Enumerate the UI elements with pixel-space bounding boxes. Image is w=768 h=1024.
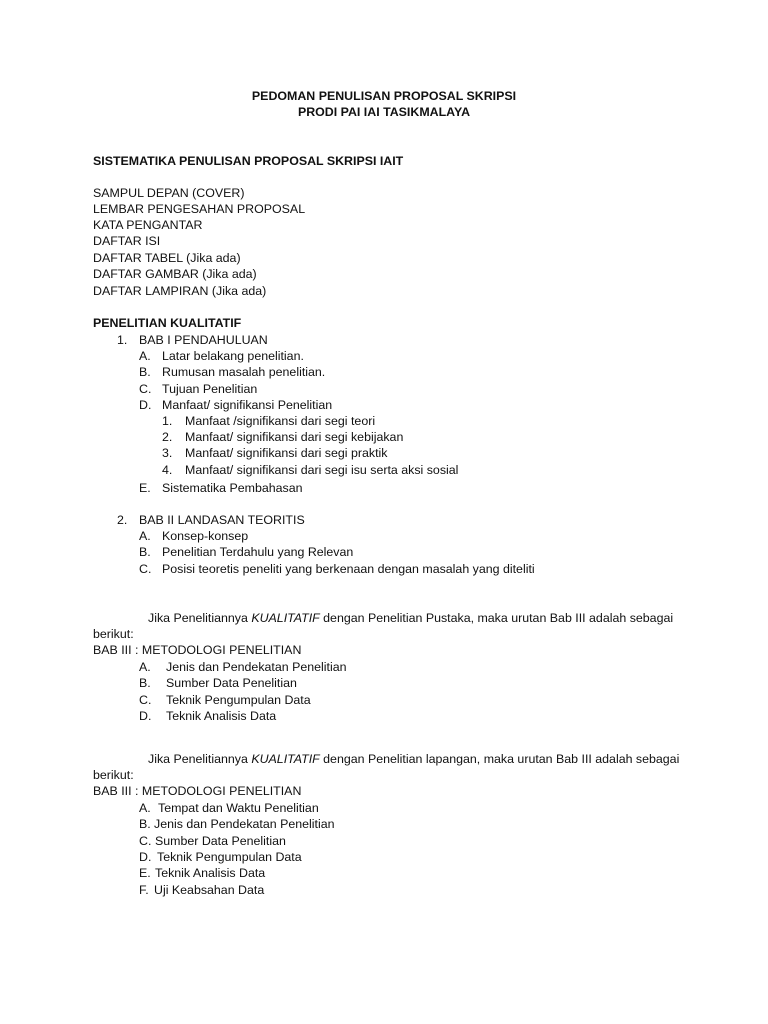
- bab2-item-letter: C.: [139, 562, 152, 576]
- pustaka-item-text: Teknik Analisis Data: [166, 709, 277, 723]
- bab1-subitem-number: 4.: [162, 463, 173, 477]
- front-matter-item: SAMPUL DEPAN (COVER): [93, 186, 245, 200]
- front-matter-item: LEMBAR PENGESAHAN PROPOSAL: [93, 202, 306, 216]
- front-matter-item: DAFTAR GAMBAR (Jika ada): [93, 267, 257, 281]
- pustaka-intro-post: dengan Penelitian Pustaka, maka urutan Bab III adalah sebagai berikut:: [93, 611, 674, 641]
- pustaka-intro-pre: Jika Penelitiannya: [148, 611, 252, 625]
- bab1-item-letter: E.: [139, 481, 151, 495]
- section-heading: SISTEMATIKA PENULISAN PROPOSAL SKRIPSI IAIT: [93, 154, 404, 168]
- lapangan-item-text: Teknik Pengumpulan Data: [157, 850, 302, 864]
- lapangan-item-text: Tempat dan Waktu Penelitian: [158, 801, 319, 815]
- qualitative-heading: PENELITIAN KUALITATIF: [93, 316, 242, 330]
- bab1-label: BAB I PENDAHULUAN: [139, 333, 268, 347]
- bab1-subitem-text: Manfaat /signifikansi dari segi teori: [185, 414, 376, 428]
- document-title-line1: PEDOMAN PENULISAN PROPOSAL SKRIPSI: [251, 89, 517, 103]
- bab2-item-text: Penelitian Terdahulu yang Relevan: [162, 545, 354, 559]
- bab1-item-text: Tujuan Penelitian: [162, 382, 258, 396]
- pustaka-item-letter: A.: [139, 660, 151, 674]
- lapangan-intro-pre: Jika Penelitiannya: [148, 752, 252, 766]
- bab1-item-letter: B.: [139, 365, 151, 379]
- bab2-item-letter: B.: [139, 545, 151, 559]
- lapangan-item-letter: F.: [139, 883, 149, 897]
- lapangan-item-text: Uji Keabsahan Data: [154, 883, 265, 897]
- bab1-subitem-number: 2.: [162, 430, 173, 444]
- bab1-item-letter: D.: [139, 398, 152, 412]
- bab2-label: BAB II LANDASAN TEORITIS: [139, 513, 305, 527]
- lapangan-intro-emphasis: KUALITATIF: [251, 752, 320, 766]
- bab1-subitem-text: Manfaat/ signifikansi dari segi praktik: [185, 446, 388, 460]
- lapangan-item-letter: B.: [139, 817, 151, 831]
- lapangan-bab3-heading: BAB III : METODOLOGI PENELITIAN: [93, 784, 302, 798]
- bab1-item-text: Latar belakang penelitian.: [162, 349, 304, 363]
- bab1-subitem-text: Manfaat/ signifikansi dari segi isu serta aksi sosial: [185, 463, 459, 477]
- bab1-subitem-number: 3.: [162, 446, 173, 460]
- lapangan-item-letter: C.: [139, 834, 152, 848]
- pustaka-item-text: Teknik Pengumpulan Data: [166, 693, 311, 707]
- bab2-item-letter: A.: [139, 529, 151, 543]
- bab1-item-letter: A.: [139, 349, 151, 363]
- bab1-item-text: Manfaat/ signifikansi Penelitian: [162, 398, 333, 412]
- pustaka-item-text: Sumber Data Penelitian: [166, 676, 297, 690]
- bab1-item-letter: C.: [139, 382, 152, 396]
- bab2-number: 2.: [117, 513, 128, 527]
- bab1-item-text: Rumusan masalah penelitian.: [162, 365, 326, 379]
- pustaka-item-letter: C.: [139, 693, 152, 707]
- front-matter-item: DAFTAR TABEL (Jika ada): [93, 251, 241, 265]
- front-matter-item: DAFTAR LAMPIRAN (Jika ada): [93, 284, 267, 298]
- lapangan-item-letter: A.: [139, 801, 151, 815]
- bab2-item-text: Konsep-konsep: [162, 529, 249, 543]
- lapangan-item-letter: E.: [139, 866, 151, 880]
- pustaka-intro-paragraph: [93, 610, 693, 642]
- pustaka-bab3-heading: BAB III : METODOLOGI PENELITIAN: [93, 643, 302, 657]
- front-matter-item: DAFTAR ISI: [93, 234, 161, 248]
- lapangan-intro-post: dengan Penelitian lapangan, maka urutan Bab III adalah sebagai berikut:: [93, 752, 680, 782]
- lapangan-item-letter: D.: [139, 850, 152, 864]
- bab1-subitem-number: 1.: [162, 414, 173, 428]
- pustaka-item-letter: B.: [139, 676, 151, 690]
- front-matter-item: KATA PENGANTAR: [93, 218, 203, 232]
- pustaka-intro-emphasis: KUALITATIF: [251, 611, 320, 625]
- lapangan-item-text: Teknik Analisis Data: [155, 866, 266, 880]
- pustaka-item-letter: D.: [139, 709, 152, 723]
- lapangan-item-text: Sumber Data Penelitian: [155, 834, 286, 848]
- lapangan-intro-paragraph: [93, 751, 693, 783]
- lapangan-item-text: Jenis dan Pendekatan Penelitian: [154, 817, 335, 831]
- bab1-number: 1.: [117, 333, 128, 347]
- bab1-subitem-text: Manfaat/ signifikansi dari segi kebijakan: [185, 430, 404, 444]
- bab1-item-text: Sistematika Pembahasan: [162, 481, 303, 495]
- pustaka-item-text: Jenis dan Pendekatan Penelitian: [166, 660, 347, 674]
- document-title-line2: PRODI PAI IAI TASIKMALAYA: [297, 105, 471, 119]
- bab2-item-text: Posisi teoretis peneliti yang berkenaan dengan masalah yang diteliti: [162, 562, 535, 576]
